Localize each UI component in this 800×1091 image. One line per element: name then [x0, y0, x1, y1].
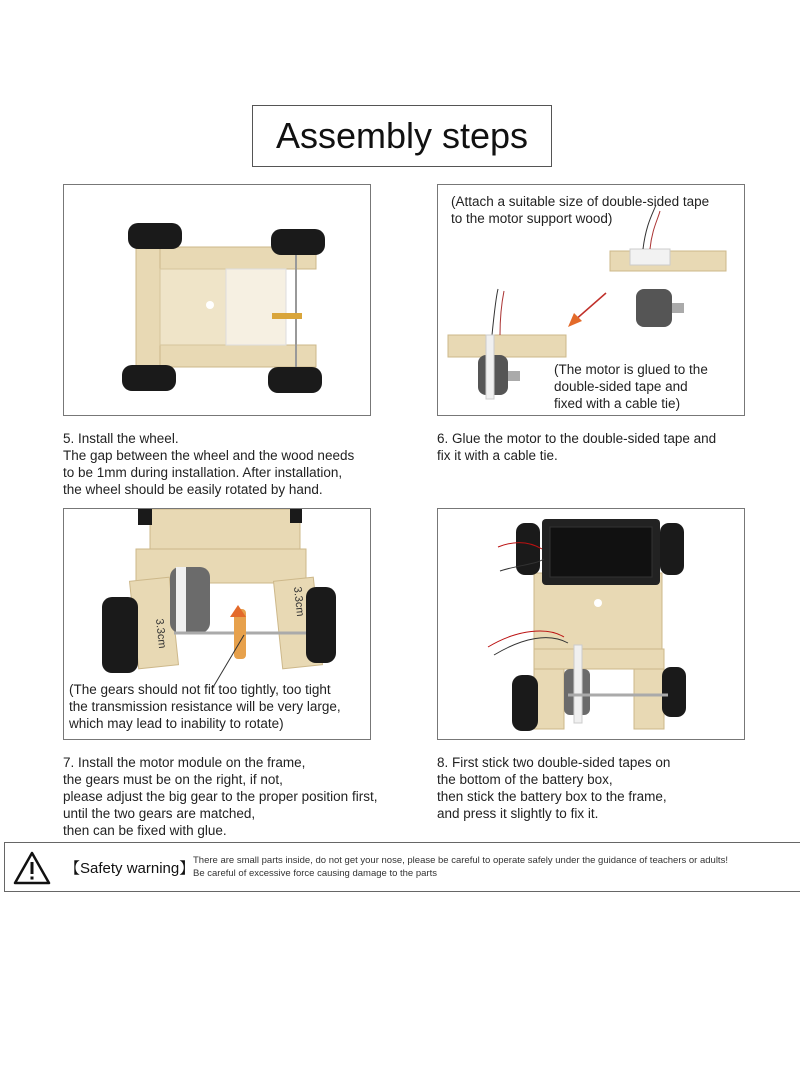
step6-caption: 6. Glue the motor to the double-sided tape and fix it with a cable tie.: [437, 431, 717, 463]
step8-caption: 8. First stick two double-sided tapes on the bottom of the battery box, then stick the battery box to the frame, and press it slightly to fix it.: [437, 755, 671, 821]
car-frame-wheels-illustration: [64, 185, 371, 416]
step8-image: [437, 508, 745, 740]
safety-warning-label: 【Safety warning】: [65, 860, 195, 877]
step6-annotation-bottom: (The motor is glued to the double-sided tape and fixed with a cable tie): [554, 362, 708, 411]
safety-warning-text: There are small parts inside, do not get your nose, please be careful to operate safely under the guidance of teachers or adults! Be careful of excessive force causing damage to the parts: [193, 855, 728, 879]
battery-box-frame-illustration: [438, 509, 745, 740]
page-title: Assembly steps: [252, 105, 552, 167]
warning-triangle-icon: [13, 851, 51, 885]
step7-caption: 7. Install the motor module on the frame, the gears must be on the right, if not, please adjust the big gear to the proper position first, until the two gears are matched, then can be fixed with glue.: [63, 755, 378, 838]
dimension-label-right: 3.3cm: [291, 586, 307, 618]
step5-caption: 5. Install the wheel. The gap between the wheel and the wood needs to be 1mm during installation. After installation, the wheel should be easily rotated by hand.: [63, 431, 355, 497]
dimension-label-left: 3.3cm: [153, 618, 169, 650]
safety-warning-bar: [4, 842, 800, 892]
step6-annotation-top: (Attach a suitable size of double-sided tape to the motor support wood): [451, 194, 710, 226]
step5-image: [63, 184, 371, 416]
step6-image: [437, 184, 745, 416]
step7-image: [63, 508, 371, 740]
step7-annotation: (The gears should not fit too tightly, too tight the transmission resistance will be very large, which may lead to inability to rotate): [69, 682, 341, 731]
